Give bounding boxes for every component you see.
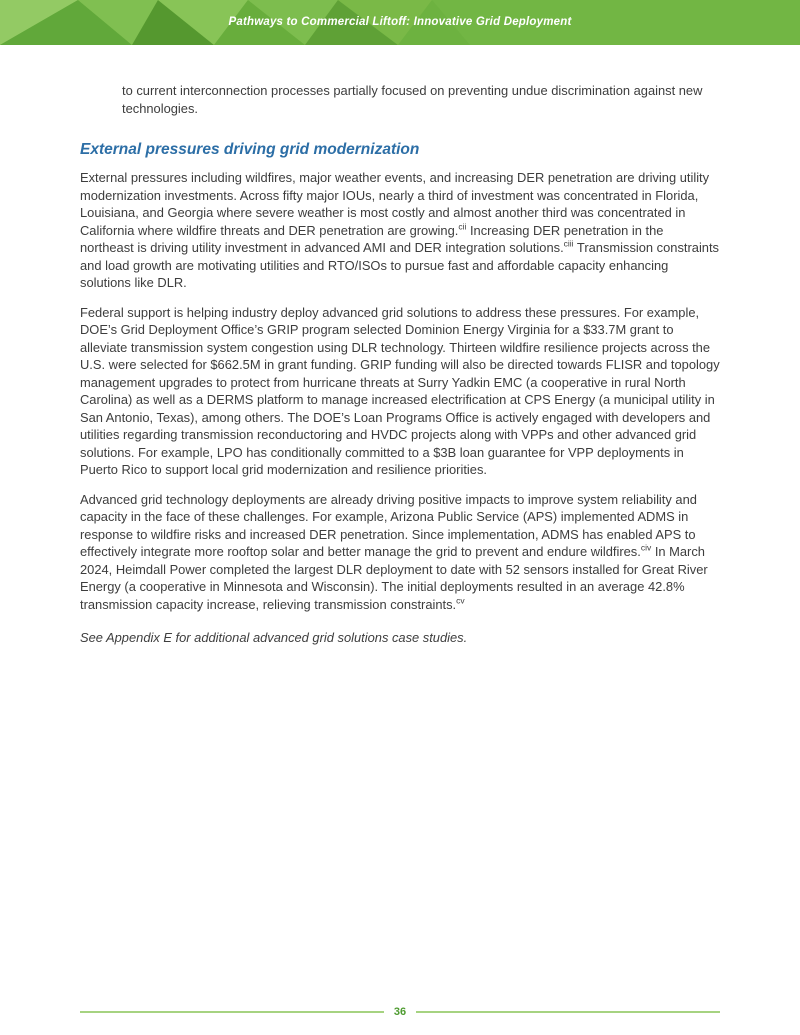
paragraph-text: In March 2024, Heimdall Power completed the largest DLR deployment to date with 52 sensors installed for Great River Energy (a cooperative in Minnesota and Wisconsin). The initial deployments resulted in an average 42.8% transmission capacity increase, relieving transmission constraints. [80, 544, 708, 612]
section-heading: External pressures driving grid modernization [80, 141, 420, 158]
footer-rule-right [416, 1011, 720, 1013]
paragraph-text: Transmission constraints and load growth are motivating utilities and RTO/ISOs to pursue fast and affordable capacity enhancing solutions like DLR. [80, 240, 720, 290]
appendix-note: See Appendix E for additional advanced grid solutions case studies. [80, 630, 468, 645]
continuation-paragraph: to current interconnection processes partially focused on preventing undue discrimination against new technologies. [122, 83, 703, 116]
page-footer [80, 1006, 720, 1018]
footer-rule-left [80, 1011, 384, 1013]
footnote-reference: ciii [563, 238, 574, 249]
footnote-reference: civ [640, 542, 652, 553]
header-banner [0, 0, 800, 45]
page-number: 36 [393, 1006, 407, 1018]
paragraph-text: Increasing DER penetration in the northeast is driving utility investment in advanced AMI and DER integration solutions. [80, 222, 664, 255]
paragraph-text: Federal support is helping industry deploy advanced grid solutions to address these pressures. For example, DOE’s Grid Deployment Office’s GRIP program selected Dominion Energy Virginia for a $33.7M grant to alleviate transmission system congestion using DLR technology. Thirteen wildfire resilience projects across the U.S. were selected for $662.5M in grant funding. GRIP funding will also be directed towards FLISR and topology management upgrades to protect from hurricane threats at Surry Yadkin EMC (a cooperative in rural North Carolina) as well as a DERMS platform to manage increased electrification at CPS Energy (a municipal utility in San Antonio, Texas), among others. The DOE’s Loan Programs Office is actively engaged with developers and utilities regarding transmission reconductoring and HVDC projects along with VPPs and other advanced grid solutions. For example, LPO has conditionally committed to a $3B loan guarantee for VPP deployments in Puerto Rico to support local grid modernization and resilience priorities. [80, 304, 720, 477]
paragraph-text: External pressures including wildfires, major weather events, and increasing DER penetration are driving utility modernization investments. Across fifty major IOUs, nearly a third of investment was concentrated in Florida, Louisiana, and Georgia where severe weather is most costly and almost another third was concentrated in California where wildfire threats and DER penetration are growing. [80, 170, 710, 238]
document-title: Pathways to Commercial Liftoff: Innovative Grid Deployment [228, 16, 572, 28]
page-content [80, 45, 720, 647]
footnote-reference: cv [456, 595, 465, 606]
footnote-reference: cii [458, 221, 467, 232]
body-paragraphs [80, 169, 720, 613]
body-paragraph [80, 169, 720, 292]
paragraph-text: Advanced grid technology deployments are already driving positive impacts to improve system reliability and capacity in the face of these challenges. For example, Arizona Public Service (APS) implemented ADMS in response to wildfire risks and increased DER penetration. Since implementation, ADMS has enabled APS to effectively integrate more rooftop solar and better manage the grid to prevent and endure wildfires. [80, 491, 697, 559]
body-paragraph [80, 304, 720, 479]
body-paragraph [80, 491, 720, 614]
